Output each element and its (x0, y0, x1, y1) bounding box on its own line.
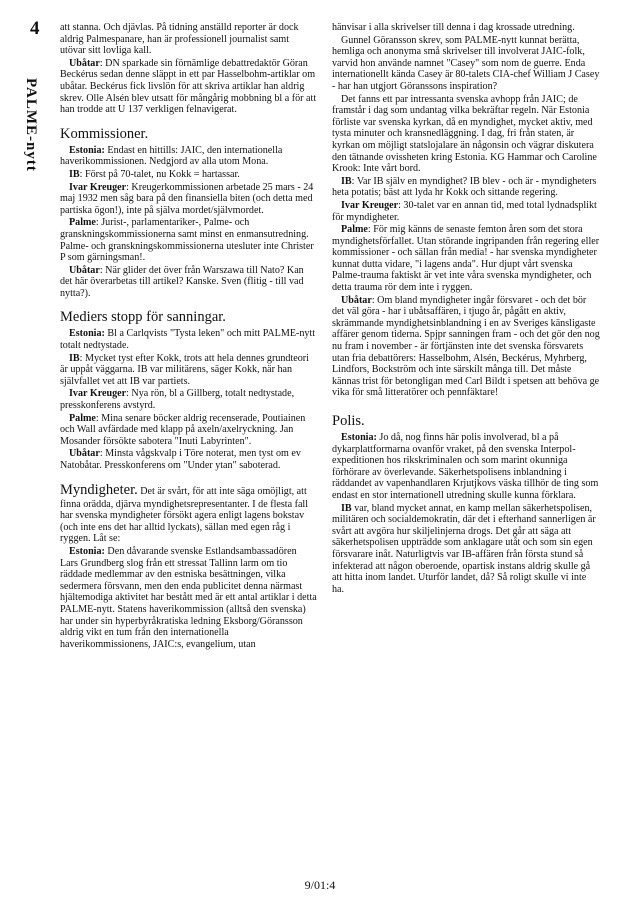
paragraph-text: Det är svårt, för att inte säga omöjligt, att finna orädda, djärva myndighetsrepresentanter. I de flesta fall har svenska myndigheter försökt agera enligt lagens bokstav (och inte ens det har alltid lyckats), sällan med egen råg i ryggen. Låt se: (60, 485, 309, 545)
speaker-label: IB (69, 352, 80, 364)
speaker-label: Estonia: (69, 144, 105, 156)
left-column (60, 22, 317, 651)
speaker-label: Ivar Kreuger (69, 388, 127, 400)
speaker-label: Ubåtar (69, 57, 100, 69)
paragraph-text: : Nya rön, bl a Gillberg, totalt nedtystade, presskonferens avstyrd. (60, 388, 295, 412)
section-title: Polis. (332, 413, 365, 429)
paragraph-text: : För mig känns de senaste femton åren som det stora myndighetsförfallet. Utan störande ingripanden från regering eller kommissioner - och sällan från media! - har svenska myndigheter kunnat dutta vidare, "i lagens anda". Hur djupt vårt svenska Palme-trauma faktiskt är vet inte våra svenska myndigheter, och detta trauma rör dem inte i ryggen. (332, 224, 600, 294)
intro-paragraph: att stanna. Och djävlas. På tidning anställd reporter är dock aldrig Palmespanare, han är professionell journalist samt utövar sitt lovliga kall. (60, 22, 299, 57)
paragraph-text: Endast en hittills: JAIC, den internationella haverikommissionen. Nedgjord av alla utom Mona. (60, 144, 283, 168)
paragraph (332, 224, 600, 294)
paragraph (60, 413, 317, 448)
page-footer: 9/01:4 (304, 878, 336, 892)
paragraph (60, 482, 317, 545)
speaker-label: IB (69, 168, 80, 180)
paragraph: Det fanns ett par intressanta svenska avhopp från JAIC; de framstår i dag som undantag vilka bekräftar regeln. När Estonia förliste var svenska kyrkan, då en myndighet, mycket aktiv, med tysta minuter och kransnedläggning. I dag, fri från staten, är kyrkan om möjligt statslojalare än någonsin och vägrar diskutera den tätnande ovissheten kring Estonia. KG Hammar och Caroline Krook: Inte vårt bord. (332, 93, 597, 175)
paragraph (60, 265, 317, 300)
paragraph (332, 200, 600, 223)
section-title: Myndigheter. (60, 481, 138, 498)
paragraph: Gunnel Göransson skrev, som PALME-nytt kunnat berätta, hemliga och anonyma små skrivelser till involverat JAIC-folk, varvid hon använde namnet "Casey" som nom de guerre. Enda internationellt kända Casey är 80-talets CIA-chef William J Casey - har han utgjort Göranssons inspiration? (332, 34, 600, 92)
paragraph (60, 58, 317, 116)
paragraph-text: Bl a Carlqvists "Tysta leken" och mitt PALME-nytt totalt nedtystade. (60, 328, 316, 352)
paragraph-text: : Var IB själv en myndighet? IB blev - och är - myndigheters heta potatis; bäst att lyda hr Kokk och sittande regering. (332, 175, 597, 199)
speaker-label: Palme (69, 217, 96, 229)
section-title: Mediers stopp för sanningar. (60, 309, 226, 326)
paragraph-text: : Först på 70-talet, nu Kokk = hartassar. (79, 168, 240, 180)
paragraph (332, 295, 600, 399)
paragraph-text: : Kreugerkommissionen arbetade 25 mars - 24 maj 1932 men såg bara på den finansiella biten (och detta med partiska ögon!), inte på själva mordet/självmordet. (60, 181, 314, 216)
speaker-label: IB (341, 502, 352, 514)
right-column (332, 22, 600, 596)
paragraph (332, 176, 600, 199)
paragraph (60, 546, 317, 650)
speaker-label: Ivar Kreuger (341, 199, 399, 211)
paragraph (60, 448, 317, 471)
paragraph (332, 503, 600, 596)
paragraph-text: : 30-talet var en annan tid, med total lydnadsplikt för myndigheter. (332, 199, 597, 223)
paragraph: hänvisar i alla skrivelser till denna i dag krossade utredning. (332, 22, 575, 33)
newsletter-title: PALME-nytt (23, 78, 39, 172)
paragraph (60, 388, 317, 411)
paragraph (60, 353, 317, 388)
speaker-label: Palme (341, 224, 368, 236)
paragraph (60, 217, 317, 263)
speaker-label: Ubåtar (341, 294, 372, 306)
speaker-label: Ivar Kreuger (69, 181, 127, 193)
speaker-label: Estonia: (69, 545, 105, 557)
paragraph (332, 432, 600, 502)
paragraph-text: var, bland mycket annat, en kamp mellan säkerhetspolisen, militären och socialdemokratin, där det i efterhand sannerligen är svårt att avgöra hur skiljelinjerna drogs. Det går att säga att säkerhetspolisen uppträdde som anklagare utåt och som sin egen försvarare inåt. Naturligtvis var IB-affären från första stund så infekterad att någon oberoende, opartisk instans aldrig skulle gå att hitta inom landet. Uturför landet, då? Så roligt skulle vi inte ha. (332, 502, 596, 595)
paragraph-text: : DN sparkade sin förnämlige debattredaktör Göran Beckérus sedan denne släppt in ett par Hasselbohm-artiklar om ubåtar. Beckérus fick livslön för att skriva artiklar han aldrig skrev. Olle Alsén blev utsatt för mångårig mobbning bl a för att han trodde att U 137 verkligen felnavigerat. (60, 57, 317, 116)
speaker-label: Ubåtar (69, 448, 100, 460)
paragraph-text: Den dåvarande svenske Estlandsambassadören Lars Grundberg slog från ett stressat Tallinn larm om tio räddade medlemmar av den estniska besättningen, vilka sedermera försvann, men den enda publicitet denna närmast hjältemodiga aktivitet har bestått med är ett antal artiklar i detta PALME-nytt. Statens haverikommission (alltså den svenska) har under sin hyperbyråkratiska ledning Eksborg/Göransson aldrig vikt en tum från den internationella haverikommissionens, JAIC:s, evangelium, utan (60, 545, 317, 650)
paragraph-text: : När glider det över från Warszawa till Nato? Kan det här överarbetas till artikel? Kanske. Sven (flitig - till vad nytta?). (60, 264, 304, 299)
paragraph (60, 169, 317, 181)
paragraph-text: Jo då, nog finns här polis involverad, bl a på dykarplattformarna ovanför vraket, på den svenska Interpol-expeditionen hos rikskriminalen och som marint okunniga förhörare av överlevande. Säkerhetspolisens inblandning i räddandet av vapenhandlaren Krjutjkovs väska tillhör de ting som endast en stor internationell utredning skulle kunna förklara. (332, 432, 599, 501)
paragraph (60, 145, 317, 168)
speaker-label: Estonia: (341, 432, 377, 443)
paragraph (60, 328, 317, 351)
paragraph-text: : Mycket tyst efter Kokk, trots att hela dennes grundteori är uppåt väggarna. IB var militärens, säger Kokk, när han självfallet vet att IB var partiets. (60, 352, 309, 387)
speaker-label: Palme (69, 412, 96, 424)
speaker-label: Ubåtar (69, 264, 100, 276)
paragraph (60, 182, 317, 217)
paragraph-text: : Om bland myndigheter ingår försvaret - och det bör det väl göra - har i ubåtsaffären, i tjugo år, pågått en aktiv, skrämmande myndighetsinblandning i en av Sveriges känsligaste affärer genom tiderna. Spjpr sanningen fram - och det gör den nog nu fram i november - är förtjänsten inte det svenska försvarets utan fria debattörers: Hasselbohm, Alsén, Beckérus, Myhrberg, Lindfors, Bockström och inte särskilt många till. Det måste kännas trist för betongligan med Carl Bildt i spetsen att behöva ge vika för små litteratörer och pennfäktare! (332, 294, 600, 399)
speaker-label: IB (341, 175, 352, 187)
paragraph-text: : Minsta vågskvalp i Töre noterat, men tyst om ev Natobåtar. Presskonferens om "Under ytan" saboterad. (60, 448, 301, 471)
page-number: 4 (30, 18, 40, 39)
section-title: Kommissioner. (60, 125, 149, 142)
paragraph-text: : Jurist-, parlamentariker-, Palme- och granskningskommissionerna samt minst en enmansutredning. Palme- och granskningskommissionerna utesluter inte Christer P som gärningsman!. (60, 217, 314, 264)
speaker-label: Estonia: (69, 328, 105, 340)
paragraph-text: : Mina senare böcker aldrig recenserade, Poutiainen och Wall avfärdade med klapp på axeln/axelryckning. Jan Mosander försökte sabotera "Inuti Labyrinten". (60, 412, 306, 447)
